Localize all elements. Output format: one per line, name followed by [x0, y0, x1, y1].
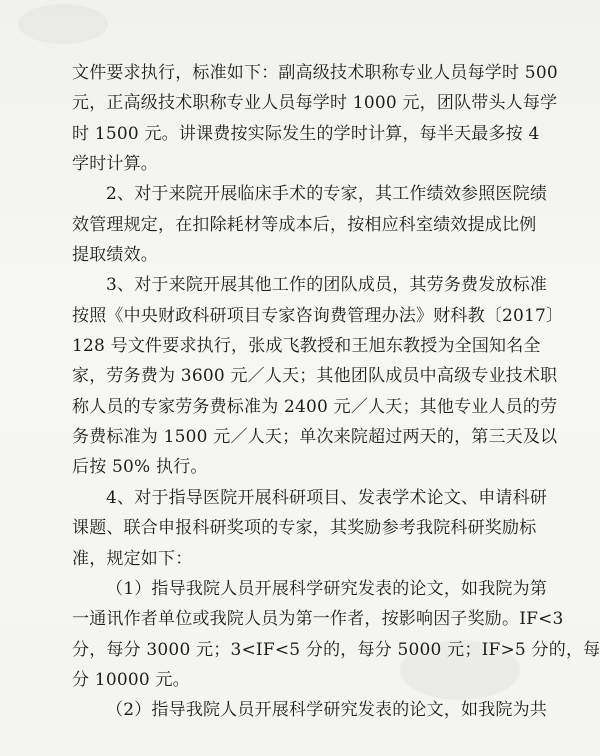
document-body	[72, 58, 600, 726]
text-line: 准，规定如下：	[72, 548, 193, 569]
text-line: 课题、联合申报科研奖项的专家，其奖励参考我院科研奖励标	[72, 518, 537, 539]
paragraph-start-line: 3、对于来院开展其他工作的团队成员，其劳务费发放标准	[106, 275, 548, 296]
text-line: 务费标准为 1500 元／人天；单次来院超过两天的，第三天及以	[72, 427, 558, 448]
text-line: 一通讯作者单位或我院人员为第一作者，按影响因子奖励。IF<3	[72, 609, 564, 630]
paragraph-start-line: 4、对于指导医院开展科研项目、发表学术论文、申请科研	[106, 487, 548, 508]
paragraph-start-line: 2、对于来院开展临床手术的专家，其工作绩效参照医院绩	[106, 184, 548, 205]
text-line: 按照《中央财政科研项目专家咨询费管理办法》财科教〔2017〕	[72, 305, 564, 326]
paragraph-start-line: （1）指导我院人员开展科学研究发表的论文，如我院为第	[106, 578, 548, 599]
text-line: 元，正高级技术职称专业人员每学时 1000 元，团队带头人每学	[72, 93, 558, 114]
text-line: 称人员的专家劳务费标准为 2400 元／人天；其他专业人员的劳	[72, 396, 558, 417]
text-line: 128 号文件要求执行，张成飞教授和王旭东教授为全国知名全	[72, 336, 541, 357]
text-line: 家，劳务费为 3600 元／人天；其他团队成员中高级专业技术职	[72, 366, 558, 387]
text-line: 分，每分 3000 元；3<IF<5 分的，每分 5000 元；IF>5 分的，每	[72, 639, 600, 660]
text-line: 提取绩效。	[72, 245, 158, 266]
text-line: 文件要求执行，标准如下：副高级技术职称专业人员每学时 500	[72, 63, 558, 83]
scan-smudge	[18, 4, 108, 44]
text-line: 学时计算。	[72, 154, 158, 175]
text-line: 效管理规定，在扣除耗材等成本后，按相应科室绩效提成比例	[72, 214, 537, 235]
text-line: 分 10000 元。	[72, 669, 190, 690]
paragraph-start-line: （2）指导我院人员开展科学研究发表的论文，如我院为共	[106, 700, 548, 721]
text-line: 时 1500 元。讲课费按实际发生的学时计算，每半天最多按 4	[72, 123, 540, 144]
text-line: 后按 50% 执行。	[72, 457, 208, 478]
